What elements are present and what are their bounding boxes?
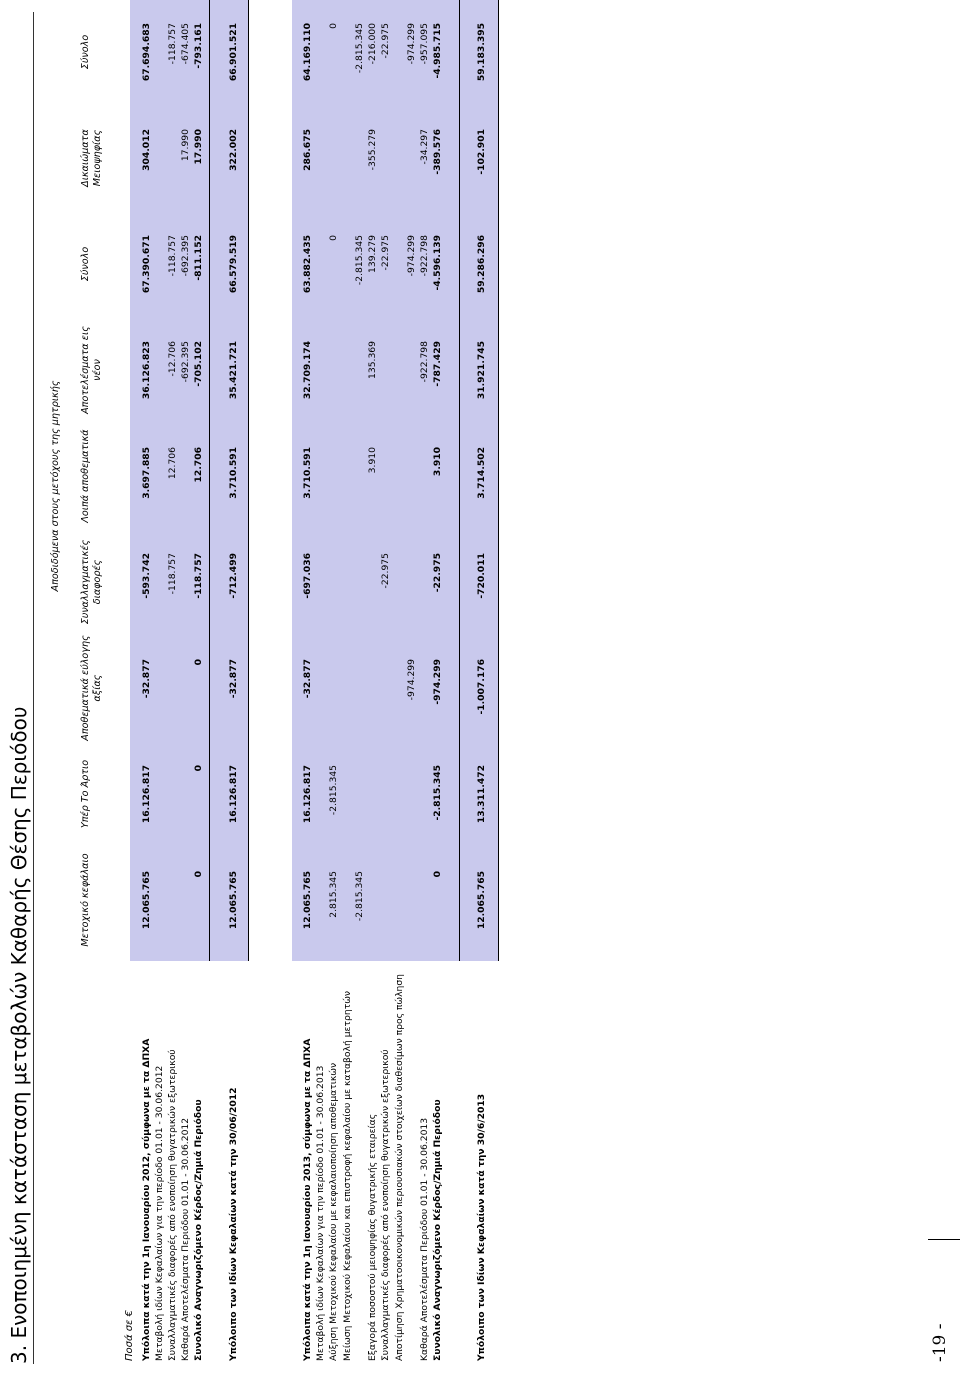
currency-label: Ποσά σε €	[124, 1309, 135, 1361]
cell-value: -12.706	[167, 341, 178, 377]
cell-value: 12.065.765	[476, 871, 487, 930]
cell-value: -32.877	[302, 659, 313, 699]
cell-value: 12.065.765	[228, 871, 239, 930]
cell-value: 3.697.885	[141, 447, 152, 499]
row-label: Αποτίμηση Χρηματοοικονομικών περιουσιακών στοιχείων διαθεσίμων προς πώληση	[394, 973, 405, 1361]
cell-value: -720.011	[476, 553, 487, 599]
cell-value: 16.126.817	[228, 765, 239, 824]
column-header: Υπέρ Το Άρτιο	[80, 759, 91, 829]
cell-value: 0	[193, 765, 204, 772]
cell-value: -118.757	[167, 235, 178, 277]
cell-value: -118.757	[193, 553, 204, 599]
cell-value: 0	[328, 23, 339, 29]
cell-value: 17.990	[180, 129, 191, 162]
cell-value: -34.297	[419, 129, 430, 165]
cell-value: -974.299	[406, 235, 417, 277]
cell-value: -4.985.715	[432, 23, 443, 79]
row-label: Υπόλοιπα κατά την 1η Ιανουαρίου 2013, σύμφωνα με τα ΔΠΧΑ	[302, 1038, 313, 1361]
row-label: Συναλλαγματικές διαφορές από ενοποίηση θυγατρικών εξωτερικού	[167, 1049, 178, 1361]
rule-2013-end	[498, 0, 499, 961]
cell-value: -22.975	[380, 235, 391, 271]
cell-value: -705.102	[193, 341, 204, 387]
cell-value: -102.901	[476, 129, 487, 175]
cell-value: 64.169.110	[302, 23, 313, 82]
cell-value: 3.710.591	[302, 447, 313, 499]
row-label: Καθαρά Αποτελέσματα Περιόδου 01.01 - 30.06.2013	[419, 1117, 430, 1361]
cell-value: 17.990	[193, 129, 204, 165]
cell-value: 67.694.683	[141, 23, 152, 82]
cell-value: 3.710.591	[228, 447, 239, 499]
cell-value: -2.815.345	[328, 765, 339, 816]
cell-value: 3.910	[432, 447, 443, 477]
cell-value: 3.714.502	[476, 447, 487, 499]
cell-value: 322.002	[228, 129, 239, 171]
cell-value: -593.742	[141, 553, 152, 599]
cell-value: -692.395	[180, 235, 191, 277]
cell-value: 31.921.745	[476, 341, 487, 400]
row-label: Μεταβολή ιδίων Κεφαλαίων για την περίοδο 01.01 - 30.06.2013	[315, 1065, 326, 1361]
cell-value: 139.279	[367, 235, 378, 273]
cell-value: 66.579.519	[228, 235, 239, 294]
row-label: Συνολικό Αναγνωριζόμενο Κέρδος/Ζημιά Περιόδου	[432, 1099, 443, 1361]
column-header: Δικαιώματα Μειοψηφίας	[80, 129, 103, 187]
cell-value: 286.675	[302, 129, 313, 171]
column-header: Σύνολο	[80, 34, 91, 70]
page-number: -19 -	[930, 1323, 950, 1362]
cell-value: -974.299	[432, 659, 443, 705]
cell-value: 2.815.345	[328, 871, 339, 918]
cell-value: 35.421.721	[228, 341, 239, 400]
cell-value: 304.012	[141, 129, 152, 171]
cell-value: -22.975	[380, 553, 391, 589]
row-label: Μεταβολή ιδίων Κεφαλαίων για την περίοδο 01.01 - 30.06.2012	[154, 1065, 165, 1361]
cell-value: -974.299	[406, 23, 417, 65]
cell-value: -216.000	[367, 23, 378, 65]
column-header: Σύνολο	[80, 246, 91, 282]
cell-value: -811.152	[193, 235, 204, 281]
row-label: Αύξηση Μετοχικού Κεφαλαίου με κεφαλαιοποίηση αποθεματικών	[328, 1062, 339, 1361]
cell-value: 67.390.671	[141, 235, 152, 294]
shade-2013	[292, 0, 498, 961]
row-label: Υπόλοιπο των Ιδίων Κεφαλαίων κατά την 30/6/2013	[476, 1093, 487, 1361]
page-number-rule	[928, 1239, 960, 1240]
row-label: Μείωση Μετοχικού Κεφαλαίου και επιστροφή κεφαλαίου με καταβολή μετρητών	[342, 990, 353, 1361]
cell-value: 3.910	[367, 447, 378, 474]
row-label: Συναλλαγματικές διαφορές από ενοποίηση θυγατρικών εξωτερικού	[380, 1049, 391, 1361]
cell-value: -922.798	[419, 341, 430, 383]
cell-value: 12.065.765	[302, 871, 313, 930]
cell-value: -787.429	[432, 341, 443, 387]
cell-value: 12.065.765	[141, 871, 152, 930]
rule-2012-total	[209, 0, 210, 961]
cell-value: -2.815.345	[354, 23, 365, 74]
cell-value: -957.095	[419, 23, 430, 65]
cell-value: 63.882.435	[302, 235, 313, 294]
cell-value: 16.126.817	[302, 765, 313, 824]
cell-value: -4.596.139	[432, 235, 443, 291]
group-header: Αποδιδόμενα στους μετόχους της μητρικής	[50, 380, 61, 592]
row-label: Υπόλοιπα κατά την 1η Ιανουαρίου 2012, σύμφωνα με τα ΔΠΧΑ	[141, 1038, 152, 1361]
cell-value: 12.706	[193, 447, 204, 483]
cell-value: -922.798	[419, 235, 430, 277]
cell-value: -692.395	[180, 341, 191, 383]
cell-value: -22.975	[380, 23, 391, 59]
row-label: Υπόλοιπο των Ιδίων Κεφαλαίων κατά την 30/06/2012	[228, 1087, 239, 1361]
cell-value: -355.279	[367, 129, 378, 171]
cell-value: 0	[193, 659, 204, 666]
cell-value: -2.815.345	[354, 235, 365, 286]
cell-value: -712.499	[228, 553, 239, 599]
cell-value: -22.975	[432, 553, 443, 593]
cell-value: 135.369	[367, 341, 378, 379]
rule-2012-end	[248, 0, 249, 961]
cell-value: 12.706	[167, 447, 178, 480]
cell-value: 0	[328, 235, 339, 241]
cell-value: 32.709.174	[302, 341, 313, 400]
cell-value: -2.815.345	[432, 765, 443, 821]
row-label: Καθαρά Αποτελέσματα Περιόδου 01.01 - 30.06.2012	[180, 1117, 191, 1361]
cell-value: -1.007.176	[476, 659, 487, 715]
cell-value: -118.757	[167, 23, 178, 65]
title-underline	[33, 12, 34, 1364]
cell-value: 0	[193, 871, 204, 878]
cell-value: 66.901.521	[228, 23, 239, 82]
column-header: Μετοχικό κεφάλαιο	[80, 853, 91, 947]
cell-value: -118.757	[167, 553, 178, 595]
column-header: Συναλλαγματικές διαφορές	[80, 539, 103, 625]
cell-value: 59.286.296	[476, 235, 487, 294]
cell-value: 36.126.823	[141, 341, 152, 400]
cell-value: 59.183.395	[476, 23, 487, 82]
column-header: Λοιπά αποθεματικά	[80, 429, 91, 523]
cell-value: -674.405	[180, 23, 191, 65]
cell-value: 0	[432, 871, 443, 878]
column-header: Αποθεματικά εύλογης αξίας	[80, 635, 103, 741]
rule-2013-total	[459, 0, 460, 961]
cell-value: -389.576	[432, 129, 443, 175]
cell-value: -32.877	[141, 659, 152, 699]
cell-value: -32.877	[228, 659, 239, 699]
cell-value: -974.299	[406, 659, 417, 701]
cell-value: -793.161	[193, 23, 204, 69]
cell-value: -2.815.345	[354, 871, 365, 922]
cell-value: 13.311.472	[476, 765, 487, 824]
page-title: 3. Ενοποιημένη κατάσταση μεταβολών Καθαρής Θέσης Περιόδου	[7, 706, 31, 1364]
row-label: Εξαγορά ποσοστού μειοψηφίας θυγατρικής εταιρείας	[367, 1113, 378, 1361]
cell-value: -697.036	[302, 553, 313, 599]
row-label: Συνολικό Αναγνωριζόμενο Κέρδος/Ζημιά Περιόδου	[193, 1099, 204, 1361]
cell-value: 16.126.817	[141, 765, 152, 824]
column-header: Αποτελέσματα εις νέον	[80, 326, 103, 414]
